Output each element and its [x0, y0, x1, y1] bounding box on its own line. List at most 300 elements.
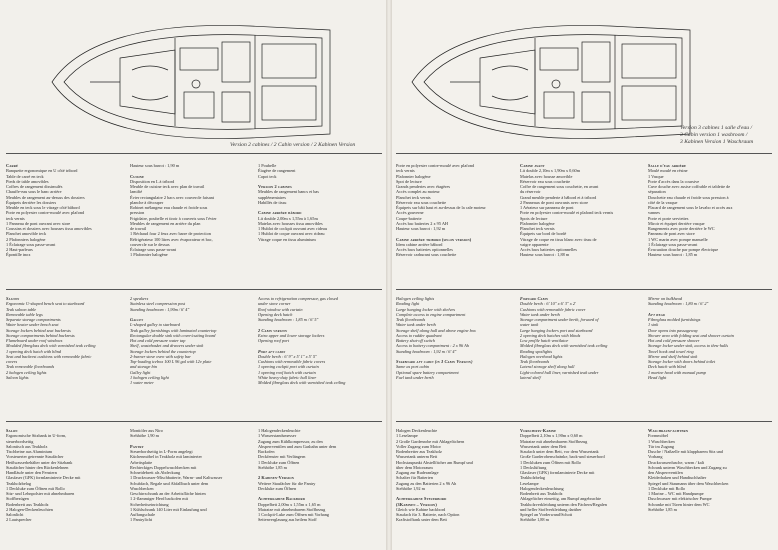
spec-line: Lit double 2,10m x 1,90m x 0,60m	[520, 168, 581, 174]
left-page	[0, 0, 386, 550]
spec-line: Door opens into passageway	[648, 327, 698, 333]
spec-line: 1 Panneau de pont ouvrant avec store	[6, 220, 71, 226]
spec-line: 2 halogen ceiling lights	[6, 369, 47, 375]
spec-line: Planchet amovible teck	[6, 231, 47, 237]
spec-line: Zugang zu den Batterien 2 x 96 Ah	[396, 480, 457, 486]
spec-line: Seat and backrest cushions with removable fabric	[6, 353, 92, 359]
spec-line: 2 Halogen-Deckenleuchten	[6, 506, 53, 512]
spec-line: 1 water meter	[130, 380, 154, 385]
spec-line: Geschirrschrank an der Arbeitsfläche hinten	[130, 491, 206, 496]
spec-line: Roof window with curtain	[258, 306, 303, 312]
spec-line: steuerbordseitig	[6, 438, 34, 444]
spec-line: Porte en polyester contre-moulé avec plafond	[396, 163, 475, 168]
spec-line: Standing headroom : 1,92 m / 6' 4"	[396, 348, 457, 354]
spec-line: Removable table legs	[6, 311, 43, 317]
spec-line: Battery shut-off switch	[396, 338, 435, 343]
spec-line: 1 2-flammiger Herd backofen mit	[130, 496, 188, 502]
spec-line: Stehhöhe 1,88 m	[520, 517, 550, 523]
spec-line: Grands penderies avec étagères	[396, 184, 451, 189]
spec-line: 1 marine head with manual pump	[648, 369, 706, 375]
spec-line: Storage compartments behind backrests	[6, 332, 75, 338]
spec-line: Rangements avec porte derrière le WC	[648, 226, 715, 231]
spec-line: Cuve douche avec assise coffrable et tablette de	[648, 184, 731, 189]
spec-line: Standing headroom : 1,80 m / 6' 2"	[648, 301, 709, 307]
spec-line: Stainless steel compression post	[130, 301, 186, 307]
spec-line: 1 Druckwasser-Mischbatterie, Warm- und Kaltwasser	[130, 475, 223, 481]
spec-line: Planchet teck vernis	[396, 194, 431, 200]
divider	[396, 153, 772, 154]
spec-line: Backofen	[258, 449, 275, 454]
spec-line: Capot teck	[258, 173, 277, 179]
spec-line: Meubles de rangement en arrière du plan	[130, 220, 201, 226]
spec-line: Storage lockers behind the countertop	[130, 348, 196, 354]
spec-line: Küchenmöbel in Teakholz mit laminierter	[130, 454, 202, 460]
spec-line: Waschbecken	[130, 485, 154, 491]
spec-line: Tischbeine aus Aluminium	[6, 449, 53, 454]
spec-line: 1 Plafonnier halogène	[130, 252, 168, 258]
spec-line: Zugang zur Ruderanlage	[396, 470, 439, 475]
spec-line: Lit double 2,00m x 1,55m à 1,65m	[258, 215, 318, 221]
spec-line: Équipets sur bord de bordé	[520, 231, 567, 237]
spec-line: L-shaped galley to starboard	[130, 322, 180, 328]
spec-line: Schalter für Batterien	[396, 475, 433, 481]
spec-line: Éclairage sous passe-avant	[130, 247, 177, 252]
spec-line: Teak removable floorboards	[6, 364, 55, 370]
spec-line: Équipets sur bâti haut et au-dessus de la cale moteur	[396, 205, 486, 210]
spec-line: covers	[6, 359, 18, 364]
spec-line: 1 Kühlschrank 140 Liter mit Einlaufung und	[130, 506, 207, 512]
spec-line: Deck hatch with blind	[648, 364, 686, 370]
spec-line: Fibreglass molded furnishings	[648, 317, 701, 322]
spec-line: Tür im Zugang	[648, 443, 675, 449]
spec-line: Salontisch aus Teakholz	[6, 443, 48, 449]
spec-line: Storage shelf along hull and above engine box	[396, 327, 476, 333]
de-col-3	[258, 428, 382, 523]
spec-line: Salonlicht	[6, 512, 24, 517]
spec-line: Sicherheitseinrichtung	[130, 501, 169, 507]
spec-line: Dusche / Naßzelle mit klappbarem Sitz und	[648, 449, 723, 454]
spec-line: 1 Réchaud four 2 feux avec barre de protection	[130, 231, 211, 237]
spec-line: 2 Plafonniers halogène	[6, 236, 46, 242]
spec-line: Galley light	[130, 369, 151, 375]
spec-line: Port aft cabin	[258, 348, 286, 354]
spec-line: Coupe-batterie	[396, 215, 422, 221]
spec-line: Matratze mit abnehmbarem Stoffbezug	[258, 506, 326, 512]
spec-line: Steuerbordseitig in L-Form angelegt	[130, 449, 193, 454]
spec-line: 1 halogen ceiling light	[130, 374, 169, 380]
spec-line: pression	[130, 210, 145, 216]
spec-line: Vitrage coque en tissu aluminium	[258, 236, 316, 242]
spec-line: Doppelbett 2,10m x 1,90m x 0,60 m	[520, 433, 583, 439]
spec-line: Moulded fibreglass deck with varnished teak ceiling	[6, 343, 96, 349]
spec-line: Lateral storage shelf along hull	[520, 364, 575, 370]
fr-col-1	[396, 163, 514, 258]
spec-line: Complete access to engine compartment	[396, 311, 466, 317]
spec-line: Vitrage de coque en tissu blanc avec tissu de	[520, 236, 597, 242]
spec-line: Version 2 cabines	[258, 184, 292, 189]
spec-line: Access to rudder quadrant	[396, 332, 442, 338]
spec-line: 1 Deckluke zum Öffnen mit Rollo	[6, 485, 65, 491]
spec-line: Storage lockers behind seat backrests	[6, 327, 71, 333]
spec-line: Planchet teck vernis	[520, 226, 555, 231]
spec-line: Galley	[130, 317, 144, 322]
spec-line: Réservoir carburant sous couchette	[396, 252, 457, 258]
plan-caption: Version 2 cabines / 2 Cabin version / 2 Kabinen Version	[230, 142, 356, 148]
spec-line: Große Garderobenschränke, back-und steuerbord	[520, 454, 605, 460]
spec-line: Moulé moulé en résine	[648, 168, 688, 174]
spec-line: lateral shelf	[520, 374, 541, 380]
spec-line: 1 Vasque	[648, 173, 664, 179]
spec-line: Low profile hatch ventilator	[520, 338, 569, 343]
spec-line: Schubfach, Regale und Abfallbuch unter dem	[130, 480, 209, 486]
en-col-3	[258, 296, 382, 385]
spec-line: Staufach für 3. Batterie, nach Option	[396, 512, 460, 517]
spec-line: Porte d'accès dans la coursive	[648, 178, 700, 184]
spec-line: 2 Lautsprecher	[6, 517, 32, 523]
spec-line: Cushions with removable fabric cover	[520, 306, 586, 312]
spec-line: Coussins et dossiers avec housses tissu amovibles	[6, 226, 92, 231]
spec-line: Accès bac batteries 2 x 95 AH	[396, 220, 449, 226]
spec-line: Access to refrigeration compressor, gas closed	[258, 296, 338, 301]
de-col-1	[396, 428, 514, 523]
fr-col-1	[6, 163, 124, 258]
spec-line: Water tank under berth	[520, 311, 560, 317]
spec-line: Bodenbrett aus Teakholz	[6, 501, 49, 507]
spec-line: Équipets derrière les dossiers	[6, 199, 57, 205]
spec-line: Wassertank unter dem Bett	[520, 443, 567, 449]
spec-line: Reading light	[396, 301, 420, 307]
spec-line: 1 Marine – WC mit Handpumpe	[648, 491, 704, 496]
spec-line: Molded fibreglass deck with varnished teak ceiling	[258, 380, 346, 385]
spec-line: Panneau de pont avec store	[648, 231, 695, 237]
spec-line: 1 Deckluken zum Öffnen mit Rollo	[520, 459, 581, 465]
spec-line: Hauteur sous barrot : 1,85 m	[648, 252, 698, 258]
spec-line: Stehhöhe 1,85 m	[258, 464, 288, 470]
spec-line: Shelf, wastebasket and drawers under sink	[130, 343, 204, 349]
spec-line: Douchette eau chaude et froide sous pression à	[648, 194, 729, 200]
divider	[6, 289, 382, 290]
spec-line: Hochstaupunkt Abstellfächer am Rumpf und	[396, 459, 473, 465]
en-col-2	[520, 296, 642, 380]
spec-line: Accès complet au moteur	[396, 189, 440, 195]
spec-line: Ergonomische Sitzbank in U-form,	[6, 433, 67, 439]
spec-line: Cabine arrière tribord (selon version)	[396, 236, 472, 242]
spec-line: Pieds de table amovibles	[6, 178, 49, 184]
spec-line: Head light	[648, 374, 667, 380]
spec-line: and storage bin	[130, 364, 157, 370]
spec-line: Wassertank unterm Bett	[396, 454, 438, 460]
spec-line: Mirror and shelf behind sink	[648, 353, 698, 359]
spec-line: Fuel tank under berth	[396, 374, 434, 380]
spec-line: 1 Éclairage sous passe-avant	[6, 241, 56, 247]
spec-line: Hauteur sous barrot : 1,88 m	[520, 252, 570, 258]
spec-line: 1 Hublot de coque ouvrant avec rideau	[258, 231, 325, 237]
spec-line: Habillés de tissu	[258, 199, 287, 205]
spec-line: 1 Hublot de cockpit ouvrant avec rideau	[258, 226, 327, 231]
spec-line: 2-burner stove oven with safety bar	[130, 353, 191, 359]
de-col-1	[6, 428, 124, 523]
spec-line: Épontille inox	[6, 252, 31, 258]
spec-line: Placard de rangement sous le lavabo et accès aux	[648, 205, 733, 210]
spec-line: 2 Panneaux de pont ouvrants avec store	[520, 199, 589, 205]
spec-line: Storage locker under sink, access to thru-hulls	[648, 343, 729, 349]
spec-line: Deckluke zum Öffnen	[258, 485, 297, 491]
spec-line: White heavy-duty fabric hull liner	[258, 374, 317, 380]
spec-line: Saloon lights	[6, 374, 29, 380]
spec-line: 1 Éclairage sous passe-avant	[648, 241, 698, 247]
spec-line: Porte en polyester contre-moulé avec plafond	[6, 210, 85, 216]
en-col-1	[396, 296, 514, 380]
spec-line: Storage locker with doors behind toilet	[648, 359, 716, 364]
spec-line: Auffangschale	[130, 512, 155, 517]
spec-line: Plafonnier halogène	[520, 220, 555, 226]
spec-line: Porte et porte serviettes	[648, 215, 689, 221]
deck-plan-2-cabin	[0, 0, 386, 160]
spec-line: 1 Waschbecken	[648, 438, 675, 444]
spec-line: Cabine arrière bâbord	[258, 210, 302, 216]
right-page	[392, 0, 778, 550]
spec-line: Staufächer hinter den Rückenlehnen	[6, 464, 69, 470]
spec-line: Bodenbretter aus Teakholz	[396, 449, 442, 454]
spec-line: 1 WC marin avec pompe manuelle	[648, 236, 708, 242]
spec-line: Évacuation douche par pompe électrique	[648, 247, 719, 252]
spec-line: 1 Poubelle	[258, 163, 277, 168]
spec-line: Weitere Staufächer für die Pantry	[258, 480, 316, 486]
spec-line: 1 Deckluke mit Rollo	[648, 485, 686, 491]
spec-line: Accès bacs batteries optionnelles	[520, 247, 577, 252]
spec-line: 2 Haut-parleurs	[6, 247, 33, 252]
spec-line: Cabine avant	[520, 163, 545, 168]
spec-line: Spot de lecture	[396, 178, 422, 184]
spec-line: Vorsteuerter getrennte Staufächer	[6, 454, 64, 460]
spec-line: Frigidaire, poubelle et tiroir à couverts sous l'évier	[130, 215, 217, 221]
spec-line: 2 Cabin version	[258, 327, 288, 333]
spec-line: 2 Kabinen-Version	[258, 475, 294, 481]
en-col-1	[6, 296, 124, 380]
spec-line: Gleich wie Kabine backbord	[396, 506, 446, 512]
spec-line: Same as port cabin	[396, 364, 430, 370]
spec-line: Access to battery compartment : 2 x 96 Ah	[396, 343, 469, 349]
spec-line: Forward Cabin	[520, 296, 549, 301]
spec-line: Double berth : 6' 10" x 6' 3" x 2'	[520, 301, 576, 307]
spec-line: Arbeitsplatte	[130, 459, 153, 465]
spec-line: Hauteur sous barrot : 1,92 m	[396, 226, 446, 231]
spec-line: Table de carré en teck	[6, 173, 44, 179]
spec-line: Handläufe unter den Fenstern	[6, 470, 57, 475]
spec-line: Opening deck hatch	[258, 311, 293, 317]
spec-line: Teak floorboards	[520, 359, 550, 364]
spec-line: Teakholzbelag	[520, 475, 545, 481]
spec-line: Staufach unter dem Bett, vor dem Wassertank	[520, 449, 599, 454]
spec-line: Halogen Deckenleuchte	[396, 428, 438, 433]
spec-line: Kraftstofftank unter dem Bett	[396, 517, 447, 523]
spec-line: Coffre de rangement sous couchette, en avant	[520, 184, 599, 189]
spec-line: Water tank under berth	[396, 322, 436, 328]
en-col-3	[648, 296, 774, 380]
spec-line: Seitenverglasung aus heilem Stoff	[258, 517, 317, 523]
divider	[6, 153, 382, 154]
spec-line: Saloon	[6, 296, 20, 301]
spec-line: Kleiderhaken und Handtuchhalter	[648, 475, 707, 481]
spec-line: Heißwasserbehälter unter der Sitzbank	[6, 459, 73, 465]
spec-line: Idem cabine arrière bâbord	[396, 241, 443, 247]
divider	[396, 421, 772, 422]
spec-line: teck vernis	[396, 168, 415, 174]
spec-line: Vorhang	[648, 454, 663, 460]
spec-line: Halogen overhead lights	[520, 353, 563, 359]
spec-line: 1 Halogendeckenleuchte	[258, 428, 301, 433]
spec-line: Teakholzverkleidung unterm den Fächern/Regalen	[520, 501, 607, 507]
spec-line: Accès gouverne	[396, 210, 424, 216]
spec-line: under stove corner	[258, 301, 291, 307]
spec-line: vaigre apparente	[520, 241, 549, 247]
spec-line: 1 opening roof hatch with curtain	[258, 369, 316, 375]
spec-line: Teakholzbelag	[6, 480, 31, 486]
spec-line: 1 Aérateur sur panneau de pont	[520, 205, 574, 210]
spec-line: 1 Leselampe	[396, 433, 418, 439]
spec-line: Teak galley furnishings with laminated countertop	[130, 327, 217, 333]
spec-line: 2 opening deck hatches with blinds	[520, 332, 581, 338]
spec-line: côté de la vasque	[648, 199, 678, 205]
spec-line: Meubles de rangement au-dessus des dossiers	[6, 194, 85, 200]
spec-line: Duschwasser mit elektrischer Pumpe	[648, 496, 712, 502]
spec-line: Sitz- und Lehnpolster mit abnehmbaren	[6, 491, 75, 496]
plan-caption: Version 3 cabines 1 salle d'eau / 3 Cabin version 1 washroom / 3 Kabinen Version 1 Waschraum	[680, 125, 754, 145]
spec-line: Shower area with folding seat and shower curtain	[648, 332, 734, 338]
de-col-2	[130, 428, 250, 523]
spec-line: Réfrigérateur 100 litres avec évaporateur et bac,	[130, 236, 213, 242]
spec-line: de travail	[130, 226, 147, 231]
spec-line: (3Kabinen – Version)	[396, 501, 437, 507]
spec-line: Towel hook and towel ring	[648, 348, 694, 354]
spec-line: Aft head	[648, 311, 666, 317]
spec-line: planche à découper	[130, 199, 164, 205]
spec-line: Carré	[6, 163, 19, 168]
spec-line: Matelas avec housse amovible	[520, 173, 573, 179]
spec-line: teck vernis	[6, 215, 25, 221]
spec-line: 1 Deckslüftung	[520, 464, 547, 470]
spec-line: Molded fibreglass deck with varnished teak ceiling	[520, 343, 608, 349]
spec-line: Coffres de rangement dissimulés	[6, 184, 63, 189]
spec-line: Stehhöhe 1,90 m	[130, 433, 160, 439]
divider	[6, 421, 382, 422]
spec-line: Separate storage compartments	[6, 317, 61, 322]
spec-line: Rectangular double sink with cover/cutting board	[130, 332, 216, 338]
spec-line: Hot and cold pressure shower	[648, 338, 700, 343]
spec-line: Teak saloon table	[6, 306, 37, 312]
spec-line: Stehhöhe 1,92 m	[396, 485, 426, 491]
spec-line: Flameboard under roof windows	[6, 338, 63, 343]
spec-line: Banquette ergonomique en U côté tribord	[6, 168, 78, 174]
divider	[396, 289, 772, 290]
spec-line: Storage compartment under berth, forward of	[520, 317, 599, 322]
spec-line: Miroir et équipet derrière vasque	[648, 220, 705, 226]
spec-line: couvercle sur le dessus	[130, 241, 170, 247]
spec-line: Standing headroom : 1,85 m / 6' 5"	[258, 317, 319, 322]
spec-line: Schrank unterm Waschbecken und Zugang zu	[648, 464, 727, 470]
spec-line: Deckfenster mit Verlängern	[258, 454, 306, 460]
spec-line: Stehhöhe 1,85 m	[648, 506, 678, 512]
spec-line: Matelas avec housses tissu amovibles	[258, 220, 323, 226]
spec-line: Ergonomic U-shaped bench seat to starboard	[6, 301, 85, 307]
spec-line: Double berth : 6' 9" x 5' 1" x 5' 5"	[258, 353, 317, 359]
spec-line: Glasfaser (GFK) formlaminierte Decke mit	[520, 470, 595, 475]
spec-line: Réservoir eau sous couchette	[520, 178, 570, 184]
spec-line: Optional spare battery compartment	[396, 369, 459, 375]
spec-line: Zugang zum Kühlkompressor, zu den	[258, 438, 323, 444]
spec-line: 1 opening deck hatch with blind	[6, 348, 62, 354]
spec-line: 1 sink	[648, 322, 659, 328]
spec-line: Cuisine	[130, 173, 145, 179]
spec-line: 1 Pantrylicht	[130, 517, 153, 523]
spec-line: Top-loading icebox 100 L 96 gal with 12v plate	[130, 359, 212, 364]
de-col-2	[520, 428, 642, 523]
spec-line: Reading spotlights	[520, 348, 553, 354]
spec-line: Halogen ceiling lights	[396, 296, 435, 301]
spec-line: Étagère de rangement	[258, 168, 296, 174]
spec-line: supplémentaires	[258, 194, 286, 200]
spec-line: Porte en polyester contre-moulé et plafond teck vernis	[520, 210, 614, 216]
spec-line: Spiegel und Staumann über dem Waschbecken	[648, 480, 729, 486]
spec-line: Bodenbrett aus Teakholz	[520, 491, 563, 496]
spec-line: 1 Cockpit-Luke zum Öffnen mit Vorhang	[258, 512, 330, 517]
spec-line: 1 opening cockpit port with curtain	[258, 364, 319, 370]
spec-line: Ablagefächer einseitig, am Rumpf angebrachte	[520, 496, 602, 502]
spec-line: 2 Große Gardenrobe mit Ablagefächern	[396, 438, 465, 444]
spec-line: Hauteur sous barrot : 1,90 m	[130, 163, 180, 168]
spec-line: Vorschiffs-Kabine	[520, 428, 557, 433]
spec-line: Salon	[6, 428, 18, 433]
fr-col-2	[130, 163, 250, 258]
spec-line: Meuble de cuisine teck avec plan de travail	[130, 184, 205, 189]
spec-line: Pantry	[130, 443, 144, 449]
spec-line: Évier rectangulaire 2 bacs avec couvercle faisant	[130, 194, 214, 200]
spec-line: Large hanging locker with shelves	[396, 306, 456, 312]
spec-line: Voller Zugang zum Motor	[396, 443, 441, 449]
spec-line: Hot and cold pressure water tap	[130, 338, 186, 343]
spec-line: 1 Deckluke zum Öffnen	[258, 459, 300, 465]
spec-line: Rechteckiges Doppelwaschbecken mit	[130, 464, 197, 470]
spec-line: Achterkabine Steuerbord	[396, 496, 447, 502]
spec-line: Starboard aft cabin (in 3 Cabin Version)	[396, 359, 473, 364]
spec-line: Opening roof port	[258, 338, 290, 343]
spec-line: Standing headroom : 1,90m / 6' 4"	[130, 306, 190, 312]
fr-col-3	[258, 163, 382, 242]
spec-line: Doppelbett 2,00m x 1,55m x 1,65 m	[258, 501, 321, 507]
spec-line: du réservoir	[520, 189, 541, 195]
spec-line: Teak floorboards	[396, 317, 426, 322]
spec-line: Montiöler aus Niro	[130, 428, 163, 433]
spec-line: Cushions with removable fabric covers	[258, 359, 326, 364]
spec-line: Accès bacs batteries optionnelles	[396, 247, 453, 252]
spec-line: Schranke mit Türen hinter dem WC	[648, 501, 710, 507]
de-col-3	[648, 428, 774, 512]
spec-line: Plafonnier halogène	[396, 173, 431, 179]
spec-line: den Absperrventilen	[648, 470, 683, 475]
spec-line: lamifié	[130, 189, 143, 195]
spec-line: Formmöbel	[648, 433, 669, 439]
spec-line: Grand meuble penderie à bâbord et à tribord	[520, 194, 597, 200]
spec-line: Salle d'eau arrière	[648, 163, 687, 168]
spec-line: Leselampe	[520, 480, 539, 486]
en-col-2	[130, 296, 250, 385]
spec-line: Waschraum-achtern	[648, 428, 689, 433]
spec-line: Matratze mit abnehmbarem Stoffbezug	[520, 438, 588, 444]
spec-line: Water heater under bench seat	[6, 322, 59, 328]
spec-line: Réservoir eau sous couchette	[396, 199, 446, 205]
spec-line: 1 Wasserstandsmesser	[258, 433, 297, 439]
spec-line: Chauffe-eau sous le banc arrière	[6, 189, 62, 195]
